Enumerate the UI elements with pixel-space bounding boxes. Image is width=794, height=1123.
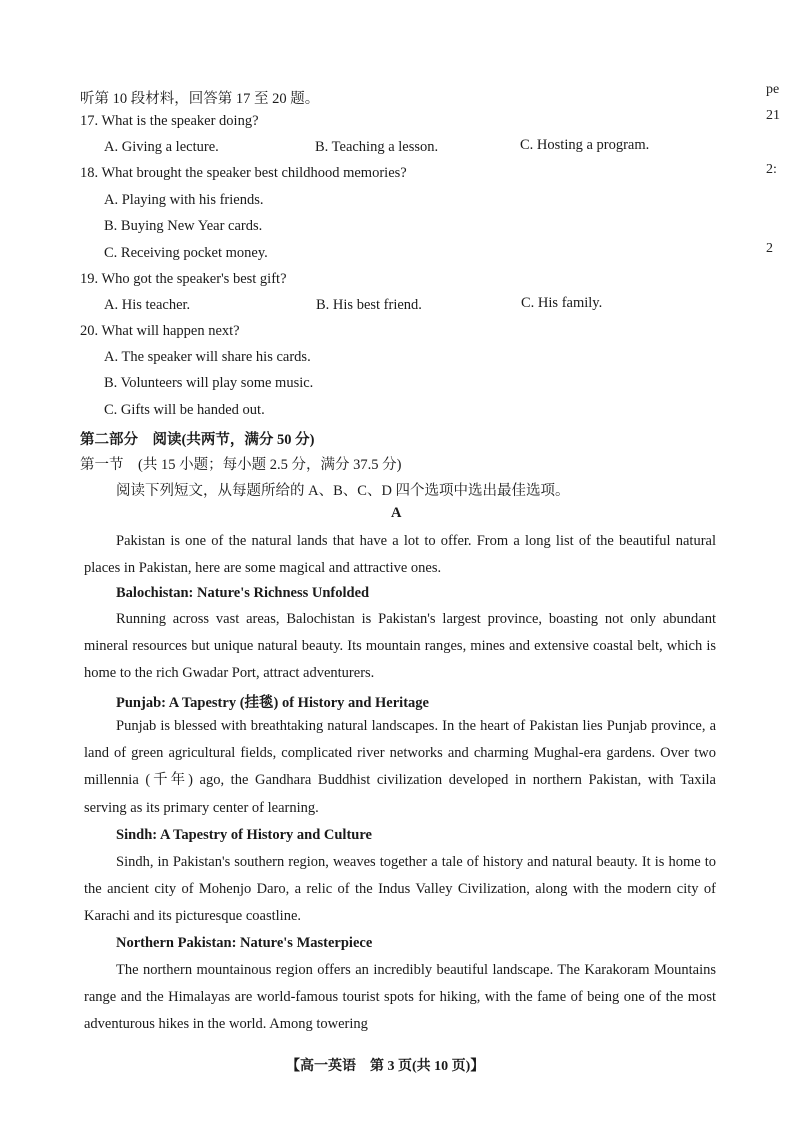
passage-label: A xyxy=(391,505,402,521)
passage-intro xyxy=(84,528,716,582)
page-footer: 【高一英语 第 3 页(共 10 页)】 xyxy=(286,1059,485,1074)
option-a: A. Playing with his friends. xyxy=(104,192,264,208)
question-stem: 17. What is the speaker doing? xyxy=(80,113,259,129)
section-heading: Northern Pakistan: Nature's Masterpiece xyxy=(116,935,373,951)
question-stem: 20. What will happen next? xyxy=(80,323,240,339)
option-b: B. Teaching a lesson. xyxy=(315,139,439,155)
paragraph: Pakistan is one of the natural lands that have a lot to offer. From a long list of the beautiful natural places in Pakistan, here are some magical and attractive ones. xyxy=(84,533,716,577)
paragraph: Punjab is blessed with breathtaking natural landscapes. In the heart of Pakistan lies Punjab province, a land of green agricultural fields, complicated river networks and charming Mughal-era gardens. Over two millennia (千年) ago, the Gandhara Buddhist civilization developed in northern Pakistan, with Taxila serving as its primary center of learning. xyxy=(84,718,716,816)
section-body xyxy=(84,713,716,822)
paragraph: Sindh, in Pakistan's southern region, weaves together a tale of history and natural beauty. It is home to the ancient city of Mohenjo Daro, a relic of the Indus Valley Civilization, along with the modern city of Karachi and its picturesque coastline. xyxy=(84,854,716,925)
section-heading: Punjab: A Tapestry (挂毯) of History and Heritage xyxy=(116,695,429,711)
section-heading: Balochistan: Nature's Richness Unfolded xyxy=(116,585,370,601)
listening-intro: 听第 10 段材料，回答第 17 至 20 题。 xyxy=(80,91,320,107)
paragraph: Running across vast areas, Balochistan is Pakistan's largest province, boasting not only abundant mineral resources but unique natural beauty. Its mountain ranges, mines and extensive coastal belt, which is home to the rich Gwadar Port, attract adventurers. xyxy=(84,611,716,682)
option-a: A. His teacher. xyxy=(104,297,191,313)
option-b: B. Volunteers will play some music. xyxy=(104,375,314,391)
option-b: B. His best friend. xyxy=(316,297,422,313)
option-a: A. The speaker will share his cards. xyxy=(104,349,311,365)
margin-fragment: 2: xyxy=(766,162,777,177)
option-c: C. His family. xyxy=(521,295,603,311)
option-c: C. Receiving pocket money. xyxy=(104,245,268,261)
margin-fragment: 2 xyxy=(766,241,773,256)
option-b: B. Buying New Year cards. xyxy=(104,218,263,234)
section-body xyxy=(84,957,716,1039)
section-title: 第一节 (共 15 小题；每小题 2.5 分，满分 37.5 分) xyxy=(80,457,402,473)
margin-fragment: pe xyxy=(766,82,780,97)
paragraph: The northern mountainous region offers an incredibly beautiful landscape. The Karakoram Mountains range and the Himalayas are world-famous tourist spots for hiking, with the fame of being one of the most adventurous hikes in the world. Among towering xyxy=(84,962,716,1033)
section-body xyxy=(84,606,716,688)
option-c: C. Gifts will be handed out. xyxy=(104,402,265,418)
section-heading: Sindh: A Tapestry of History and Culture xyxy=(116,827,372,843)
section-body xyxy=(84,849,716,931)
option-a: A. Giving a lecture. xyxy=(104,139,219,155)
part-title: 第二部分 阅读(共两节，满分 50 分) xyxy=(80,432,315,448)
margin-fragment: 21 xyxy=(766,108,780,123)
instruction: 阅读下列短文，从每题所给的 A、B、C、D 四个选项中选出最佳选项。 xyxy=(116,483,570,499)
option-c: C. Hosting a program. xyxy=(520,137,650,153)
question-stem: 18. What brought the speaker best childhood memories? xyxy=(80,165,407,181)
question-stem: 19. Who got the speaker's best gift? xyxy=(80,271,287,287)
